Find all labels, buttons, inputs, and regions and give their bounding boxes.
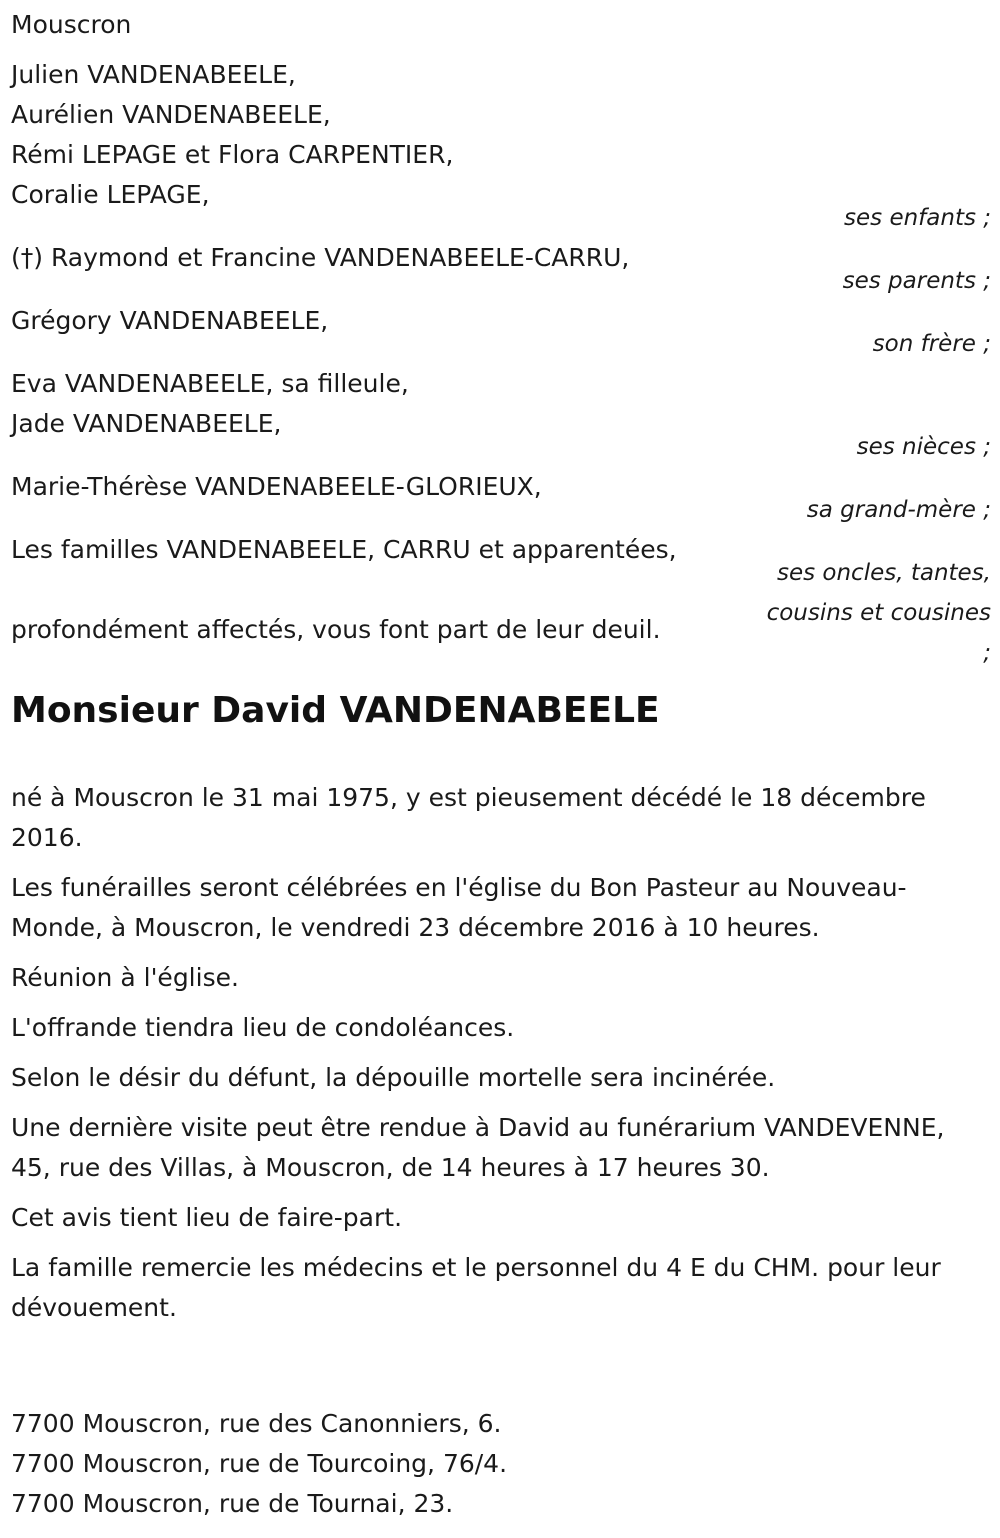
family-name-line: Eva VANDENABEELE, sa filleule, <box>11 369 409 398</box>
city-heading: Mouscron <box>11 10 132 39</box>
relation-label <box>767 553 991 673</box>
family-group-parents <box>11 238 991 294</box>
family-name-line: Les familles VANDENABEELE, CARRU et apparentées, <box>11 535 677 564</box>
relation-label-line: cousins et cousines <box>766 600 991 626</box>
deceased-name-heading: Monsieur David VANDENABEELE <box>11 690 660 731</box>
family-name-line: (†) Raymond et Francine VANDENABEELE-CARRU, <box>11 243 630 272</box>
notice-paragraph: Une dernière visite peut être rendue à David au funérarium VANDEVENNE, 45, rue des Villas, à Mouscron, de 14 heures à 17 heures 30. <box>11 1113 945 1182</box>
notice-paragraph: L'offrande tiendra lieu de condoléances. <box>11 1013 515 1042</box>
relation-label: ses enfants ; <box>844 205 991 231</box>
family-name-line: Jade VANDENABEELE, <box>11 409 282 438</box>
family-name-line: Julien VANDENABEELE, <box>11 60 296 89</box>
notice-paragraph: né à Mouscron le 31 mai 1975, y est pieusement décédé le 18 décembre 2016. <box>11 783 926 852</box>
address-line: 7700 Mouscron, rue des Canonniers, 6. <box>11 1409 502 1438</box>
family-name-line: Marie-Thérèse VANDENABEELE-GLORIEUX, <box>11 472 542 501</box>
notice-paragraph: Réunion à l'église. <box>11 963 239 992</box>
family-names <box>11 364 991 444</box>
family-names <box>11 55 991 215</box>
notice-paragraph: Selon le désir du défunt, la dépouille mortelle sera incinérée. <box>11 1063 776 1092</box>
family-name-line: Aurélien VANDENABEELE, <box>11 100 331 129</box>
relation-label: ses nièces ; <box>856 434 991 460</box>
closing-line: profondément affectés, vous font part de leur deuil. <box>11 615 661 644</box>
notice-paragraph: Les funérailles seront célébrées en l'église du Bon Pasteur au Nouveau-Monde, à Mouscron, le vendredi 23 décembre 2016 à 10 heures. <box>11 873 907 942</box>
relation-label: sa grand-mère ; <box>806 497 991 523</box>
family-group-nieces <box>11 364 991 460</box>
notice-paragraph: Cet avis tient lieu de faire-part. <box>11 1203 403 1232</box>
relation-label-line: ; <box>983 640 991 666</box>
family-name-line: Grégory VANDENABEELE, <box>11 306 329 335</box>
relation-label-line: ses oncles, tantes, <box>776 560 991 586</box>
family-group-brother <box>11 301 991 357</box>
notice-body <box>11 778 971 1338</box>
family-names <box>11 301 991 341</box>
notice-paragraph: La famille remercie les médecins et le personnel du 4 E du CHM. pour leur dévouement. <box>11 1253 941 1322</box>
family-group-children <box>11 55 991 231</box>
family-name-line: Rémi LEPAGE et Flora CARPENTIER, <box>11 140 454 169</box>
family-name-line: Coralie LEPAGE, <box>11 180 210 209</box>
relation-label: son frère ; <box>872 331 991 357</box>
relation-label: ses parents ; <box>842 268 991 294</box>
address-line: 7700 Mouscron, rue de Tourcoing, 76/4. <box>11 1449 508 1478</box>
address-list <box>11 1404 507 1524</box>
family-group-grandmother <box>11 467 991 523</box>
address-line: 7700 Mouscron, rue de Tournai, 23. <box>11 1489 454 1518</box>
